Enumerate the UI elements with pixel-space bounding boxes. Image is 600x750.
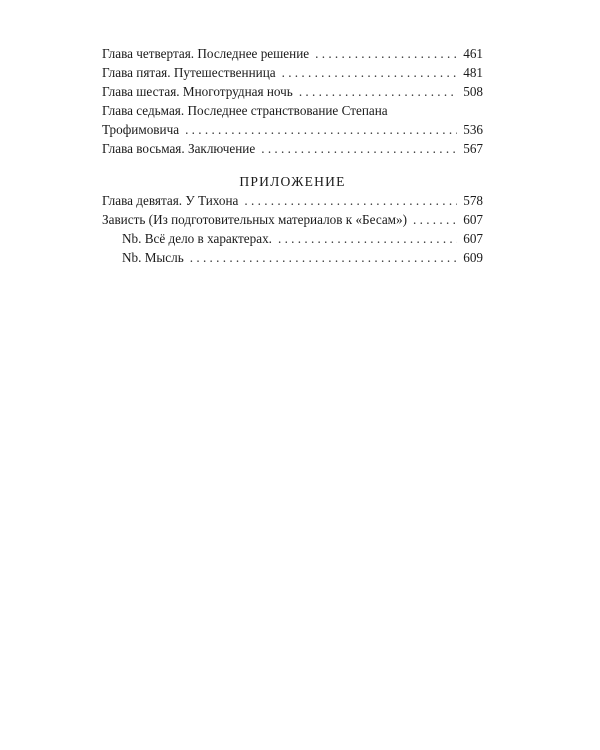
toc-entry-page: 607 bbox=[463, 212, 483, 227]
dot-leader bbox=[190, 248, 457, 267]
toc-entry-title: Nb. Мысль bbox=[122, 250, 184, 265]
toc-entry-title-line2: Трофимовича bbox=[102, 122, 180, 137]
toc-entry-chapter-7[interactable] bbox=[102, 101, 483, 139]
table-of-contents bbox=[102, 44, 483, 267]
dot-leader bbox=[244, 191, 457, 210]
dot-leader bbox=[315, 44, 457, 63]
toc-entry-page: 567 bbox=[463, 141, 483, 156]
toc-entry-title: Глава четвертая. Последнее решение bbox=[102, 46, 310, 61]
toc-entry-page: 609 bbox=[463, 250, 483, 265]
dot-leader bbox=[299, 82, 457, 101]
toc-entry-chapter-8[interactable] bbox=[102, 139, 483, 158]
toc-entry-title: Глава пятая. Путешественница bbox=[102, 65, 276, 80]
toc-entry-chapter-9[interactable] bbox=[102, 191, 483, 210]
dot-leader bbox=[185, 120, 457, 139]
dot-leader bbox=[413, 210, 457, 229]
toc-entry-envy[interactable] bbox=[102, 210, 483, 229]
toc-entry-chapter-5[interactable] bbox=[102, 63, 483, 82]
toc-entry-nb-thought[interactable] bbox=[102, 248, 483, 267]
toc-entry-page: 607 bbox=[463, 231, 483, 246]
toc-entry-chapter-4[interactable] bbox=[102, 44, 483, 63]
toc-entry-nb-characters[interactable] bbox=[102, 229, 483, 248]
appendix-heading: ПРИЛОЖЕНИЕ bbox=[239, 174, 346, 189]
toc-entry-title-line1: Глава седьмая. Последнее странствование Степана bbox=[102, 103, 388, 118]
toc-entry-chapter-6[interactable] bbox=[102, 82, 483, 101]
toc-entry-page: 536 bbox=[463, 122, 483, 137]
toc-entry-page: 578 bbox=[463, 193, 483, 208]
dot-leader bbox=[261, 139, 457, 158]
toc-entry-title: Зависть (Из подготовительных материалов к «Бесам») bbox=[102, 212, 408, 227]
dot-leader bbox=[278, 229, 457, 248]
toc-entry-page: 481 bbox=[463, 65, 483, 80]
toc-entry-page: 461 bbox=[463, 46, 483, 61]
toc-entry-title: Глава девятая. У Тихона bbox=[102, 193, 239, 208]
dot-leader bbox=[282, 63, 458, 82]
toc-entry-page: 508 bbox=[463, 84, 483, 99]
toc-entry-title: Глава восьмая. Заключение bbox=[102, 141, 256, 156]
toc-entry-title: Nb. Всё дело в характерах. bbox=[122, 231, 272, 246]
toc-entry-title: Глава шестая. Многотрудная ночь bbox=[102, 84, 293, 99]
